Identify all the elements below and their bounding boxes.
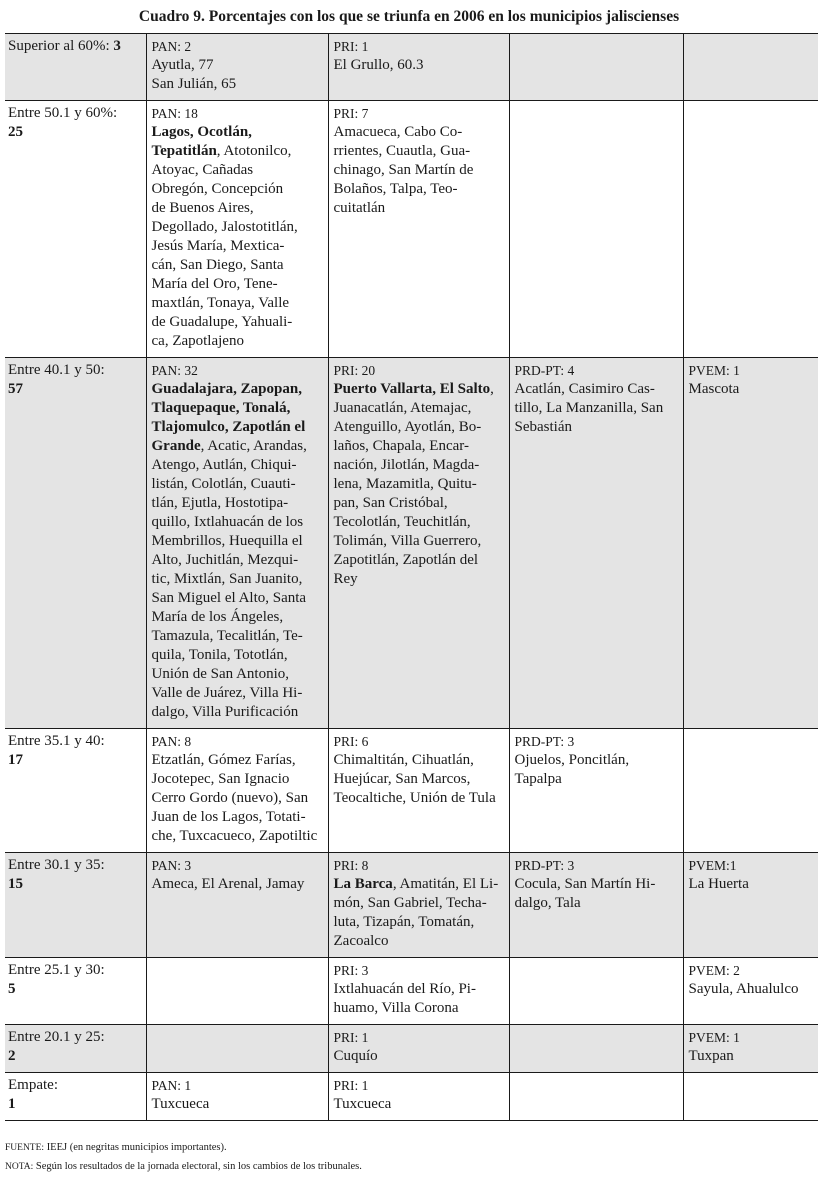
party-count: PAN: 1: [151, 1078, 192, 1093]
range-total: 15: [8, 876, 23, 892]
party-cell: [683, 1025, 818, 1073]
municipalities: El Grullo, 60.3: [333, 57, 424, 73]
party-cell: [146, 34, 328, 101]
party-cell: [683, 853, 818, 958]
note-text: Según los resultados de la jornada electoral, sin los cambios de los tribunales.: [33, 1161, 362, 1172]
municipalities: Acatlán, Casimiro Cas- tillo, La Manzanilla, San Sebastián: [514, 381, 664, 435]
range-total: 3: [113, 38, 121, 54]
range-label: Entre 35.1 y 40:: [8, 733, 105, 749]
municipality-list: [334, 1047, 504, 1066]
party-cell: [328, 358, 509, 729]
municipalities: , Juanacatlán, Atemajac, Atenguillo, Ayotlán, Bo- laños, Chapala, Encar- nación, Jilotlán, Magda- lena, Mazamitla, Quitu- pan, San Cristóbal, Tecolotlán, Teuchitlán, Tolimán, Villa Guerrero, Zapotitlán, Zapotlán del Rey: [333, 381, 494, 587]
party-count: PRI: 3: [333, 963, 369, 978]
municipality-list: [152, 123, 323, 351]
source-label: FUENTE:: [5, 1143, 45, 1153]
municipalities: Sayula, Ahualulco: [688, 981, 799, 997]
important-municipalities: La Barca: [333, 876, 393, 892]
municipality-list: [334, 875, 504, 951]
municipality-list: [689, 380, 814, 399]
party-cell: [683, 729, 818, 853]
party-cell: [683, 358, 818, 729]
party-count: PAN: 18: [151, 106, 198, 121]
source-footnote: [5, 1141, 227, 1155]
table-row: [5, 1073, 818, 1121]
table-title: Cuadro 9. Porcentajes con los que se triunfa en 2006 en los municipios jaliscienses: [138, 8, 680, 25]
party-count: PRI: 8: [333, 858, 369, 873]
municipalities: Tuxcueca: [151, 1096, 210, 1112]
municipalities: Ojuelos, Poncitlán, Tapalpa: [514, 752, 630, 787]
party-cell: [328, 958, 509, 1025]
range-label: Entre 20.1 y 25:: [8, 1029, 105, 1045]
party-cell: [328, 1025, 509, 1073]
municipality-list: [152, 380, 323, 722]
party-cell: [328, 34, 509, 101]
table-row: [5, 101, 818, 358]
important-municipalities: Guadalajara, Zapopan, Tlaquepaque, Tonalá, Tlajomulco, Zapotlán el Grande: [151, 381, 306, 454]
party-count: PRI: 1: [333, 39, 369, 54]
municipality-list: [334, 380, 504, 589]
party-cell: [146, 1073, 328, 1121]
table-row: [5, 1025, 818, 1073]
party-count: PVEM: 1: [688, 1030, 740, 1045]
range-total: 17: [8, 752, 23, 768]
municipality-list: [515, 751, 678, 789]
municipalities: Ameca, El Arenal, Jamay: [151, 876, 305, 892]
municipalities: Tuxpan: [688, 1048, 734, 1064]
municipalities: Etzatlán, Gómez Farías, Jocotepec, San Ignacio Cerro Gordo (nuevo), San Juan de los Lagos, Totati- che, Tuxcacueco, Zapotiltic: [151, 752, 318, 844]
note-footnote: [5, 1160, 362, 1174]
range-label: Empate:: [8, 1077, 58, 1093]
party-count: PRI: 20: [333, 363, 376, 378]
municipalities: Mascota: [688, 381, 740, 397]
party-count: PAN: 3: [151, 858, 192, 873]
party-cell: [328, 101, 509, 358]
party-count: PRD-PT: 3: [514, 734, 575, 749]
party-cell: [509, 34, 683, 101]
municipality-list: [334, 123, 504, 218]
party-count: PRD-PT: 3: [514, 858, 575, 873]
range-total: 5: [8, 981, 16, 997]
municipalities: Cuquío: [333, 1048, 378, 1064]
party-count: PRI: 6: [333, 734, 369, 749]
range-label: Entre 50.1 y 60%:: [8, 105, 118, 121]
party-count: PVEM: 1: [688, 363, 740, 378]
municipality-list: [152, 875, 323, 894]
range-cell: [5, 958, 146, 1025]
range-cell: [5, 1025, 146, 1073]
results-table: [5, 33, 818, 1121]
party-cell: [509, 101, 683, 358]
municipalities: , Acatic, Arandas, Atengo, Autlán, Chiqui- listán, Colotlán, Cuauti- tlán, Ejutla, Hostotipa- quillo, Ixtlahuacán de los Membrillos, Huequilla el Alto, Juchitlán, Mezqui- tic, Mixtlán, San Juanito, San Miguel el Alto, Santa María de los Ángeles, Tamazula, Tecalitlán, Te- quila, Tonila, Tototlán, Unión de San Antonio, Valle de Juárez, Villa Hi- dalgo, Villa Purificación: [151, 438, 307, 720]
party-count: PAN: 32: [151, 363, 198, 378]
municipality-list: [334, 1095, 504, 1114]
municipalities: Cocula, San Martín Hi- dalgo, Tala: [514, 876, 656, 911]
party-count: PRD-PT: 4: [514, 363, 575, 378]
table-row: [5, 853, 818, 958]
range-label: Superior al 60%:: [8, 38, 110, 54]
party-count: PRI: 7: [333, 106, 369, 121]
party-cell: [146, 853, 328, 958]
municipalities: Ayutla, 77 San Julián, 65: [151, 57, 237, 92]
party-cell: [328, 729, 509, 853]
party-cell: [509, 358, 683, 729]
municipality-list: [152, 751, 323, 846]
note-label: NOTA:: [5, 1162, 34, 1172]
range-label: Entre 30.1 y 35:: [8, 857, 105, 873]
municipalities: Tuxcueca: [333, 1096, 392, 1112]
party-count: PVEM: 2: [688, 963, 740, 978]
table-row: [5, 958, 818, 1025]
range-cell: [5, 729, 146, 853]
party-cell: [146, 958, 328, 1025]
municipalities: , Amatitán, El Li- món, San Gabriel, Techa- luta, Tizapán, Tomatán, Zacoalco: [333, 876, 499, 949]
municipality-list: [334, 751, 504, 808]
municipality-list: [334, 980, 504, 1018]
party-count: PAN: 8: [151, 734, 192, 749]
party-cell: [146, 101, 328, 358]
municipality-list: [689, 1047, 814, 1066]
municipalities: Ixtlahuacán del Río, Pi- huamo, Villa Corona: [333, 981, 476, 1016]
municipality-list: [689, 980, 814, 999]
results-table-body: [5, 34, 818, 1121]
important-municipalities: Puerto Vallarta, El Salto: [333, 381, 491, 397]
range-cell: [5, 853, 146, 958]
municipalities: , Atotonilco, Atoyac, Cañadas Obregón, Concepción de Buenos Aires, Degollado, Jalostotitlán, Jesús María, Mextica- cán, San Diego, Santa María del Oro, Tene- maxtlán, Tonaya, Valle de Guadalupe, Yahuali- ca, Zapotlajeno: [151, 143, 298, 349]
range-cell: [5, 358, 146, 729]
party-cell: [683, 101, 818, 358]
party-cell: [146, 1025, 328, 1073]
range-cell: [5, 34, 146, 101]
range-label: Entre 40.1 y 50:: [8, 362, 105, 378]
party-cell: [509, 729, 683, 853]
party-count: PRI: 1: [333, 1078, 369, 1093]
party-count: PAN: 2: [151, 39, 192, 54]
party-cell: [509, 853, 683, 958]
range-total: 2: [8, 1048, 16, 1064]
party-cell: [683, 958, 818, 1025]
range-cell: [5, 101, 146, 358]
party-cell: [509, 1025, 683, 1073]
party-cell: [683, 1073, 818, 1121]
party-cell: [683, 34, 818, 101]
municipality-list: [515, 380, 678, 437]
party-count: PVEM:1: [688, 858, 737, 873]
range-total: 1: [8, 1096, 16, 1112]
municipality-list: [334, 56, 504, 75]
municipality-list: [152, 56, 323, 94]
range-cell: [5, 1073, 146, 1121]
table-row: [5, 358, 818, 729]
party-cell: [146, 358, 328, 729]
party-cell: [328, 853, 509, 958]
source-text: IEEJ (en negritas municipios importantes).: [44, 1142, 227, 1153]
municipality-list: [515, 875, 678, 913]
municipality-list: [689, 875, 814, 894]
table-row: [5, 34, 818, 101]
municipality-list: [152, 1095, 323, 1114]
party-cell: [509, 958, 683, 1025]
municipalities: La Huerta: [688, 876, 749, 892]
table-row: [5, 729, 818, 853]
party-cell: [328, 1073, 509, 1121]
range-total: 57: [8, 381, 23, 397]
important-municipalities: Lagos, Ocotlán, Tepatitlán: [151, 124, 252, 159]
range-label: Entre 25.1 y 30:: [8, 962, 105, 978]
party-cell: [146, 729, 328, 853]
range-total: 25: [8, 124, 23, 140]
municipalities: Amacueca, Cabo Co- rrientes, Cuautla, Gua- chinago, San Martín de Bolaños, Talpa, Teo- cuitatlán: [333, 124, 474, 216]
municipalities: Chimaltitán, Cihuatlán, Huejúcar, San Marcos, Teocaltiche, Unión de Tula: [333, 752, 496, 806]
party-cell: [509, 1073, 683, 1121]
party-count: PRI: 1: [333, 1030, 369, 1045]
